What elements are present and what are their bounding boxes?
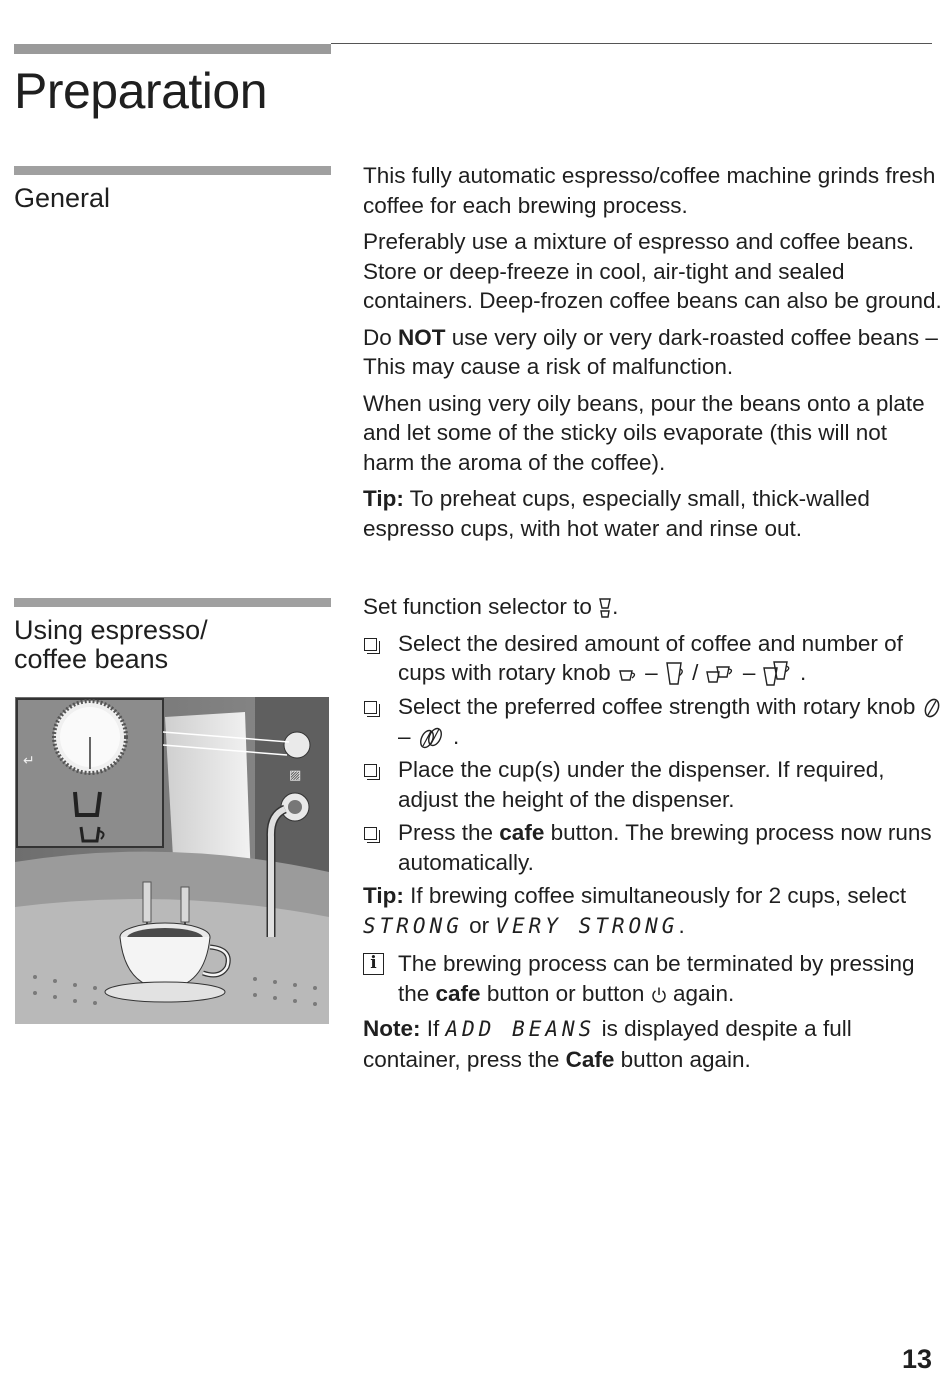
display-very-strong: VERY STRONG — [495, 913, 679, 938]
page-number: 13 — [901, 1344, 932, 1374]
strong-beans-icon — [417, 726, 447, 750]
info-icon: i — [363, 953, 384, 975]
checkbox-bullet — [364, 827, 377, 840]
beans-section-bar — [14, 598, 331, 607]
checkbox-bullet — [364, 701, 377, 714]
mild-bean-icon — [922, 697, 942, 719]
not-emphasis: NOT — [398, 324, 446, 350]
list-item-press-cafe: Press the cafe button. The brewing process now runs automatically. — [363, 818, 943, 877]
note-label: Note: — [363, 1016, 421, 1042]
list-item-strength: Select the preferred coffee strength with rotary knob – . — [363, 692, 943, 751]
power-icon — [651, 986, 667, 1004]
large-cup-icon — [664, 661, 686, 687]
svg-text:▨: ▨ — [289, 768, 302, 783]
cafe-button-label: cafe — [499, 820, 545, 846]
title-rule — [331, 43, 932, 44]
svg-text:↵: ↵ — [23, 753, 35, 769]
bean-container-icon — [598, 596, 612, 620]
general-content — [363, 161, 943, 550]
general-paragraph-2: Preferably use a mixture of espresso and coffee beans. Store or deep-freeze in cool, air-tight and sealed containers. Deep-frozen coffee beans can also be ground. — [363, 229, 942, 313]
general-heading: General — [14, 183, 111, 213]
beans-content — [363, 592, 943, 1081]
two-large-cups-icon — [762, 660, 794, 688]
cafe-button-label: Cafe — [565, 1046, 615, 1072]
list-item-cup-placement: Place the cup(s) under the dispenser. If required, adjust the height of the dispenser. — [363, 755, 943, 814]
beans-note: Note: If ADD BEANS is displayed despite a full container, press the Cafe button again. — [363, 1016, 852, 1072]
general-paragraph-4: When using very oily beans, pour the beans onto a plate and let some of the sticky oils evaporate (this will not harm the aroma of the coffee). — [363, 390, 925, 475]
two-small-cups-icon — [705, 663, 737, 685]
tip-label: Tip: — [363, 883, 404, 909]
beans-heading: Using espresso/ coffee beans — [14, 615, 208, 674]
general-section-bar — [14, 166, 331, 175]
list-item-amount: Select the desired amount of coffee and number of cups with rotary knob – / – . — [363, 629, 943, 689]
info-note: i The brewing process can be terminated by pressing the cafe button or button again. — [363, 949, 943, 1008]
title-bar — [14, 44, 331, 54]
display-add-beans: ADD BEANS — [445, 1017, 596, 1042]
page-title: Preparation — [14, 63, 267, 119]
small-cup-icon — [617, 665, 639, 683]
general-tip: Tip: To preheat cups, especially small, thick-walled espresso cups, with hot water and rinse out. — [363, 486, 870, 541]
checkbox-bullet — [364, 764, 377, 777]
checkbox-bullet — [364, 638, 377, 651]
display-strong: STRONG — [363, 913, 463, 938]
coffee-machine-illustration — [15, 697, 329, 1024]
general-paragraph-1: This fully automatic espresso/coffee machine grinds fresh coffee for each brewing process. — [363, 163, 936, 218]
beans-intro: Set function selector to . — [363, 594, 619, 619]
general-paragraph-3: Do NOT use very oily or very dark-roasted coffee beans – This may cause a risk of malfunction. — [363, 324, 938, 379]
tip-label: Tip: — [363, 486, 404, 511]
cafe-button-label: cafe — [435, 980, 481, 1006]
beans-tip: Tip: If brewing coffee simultaneously for 2 cups, select STRONG or VERY STRONG. — [363, 883, 907, 938]
